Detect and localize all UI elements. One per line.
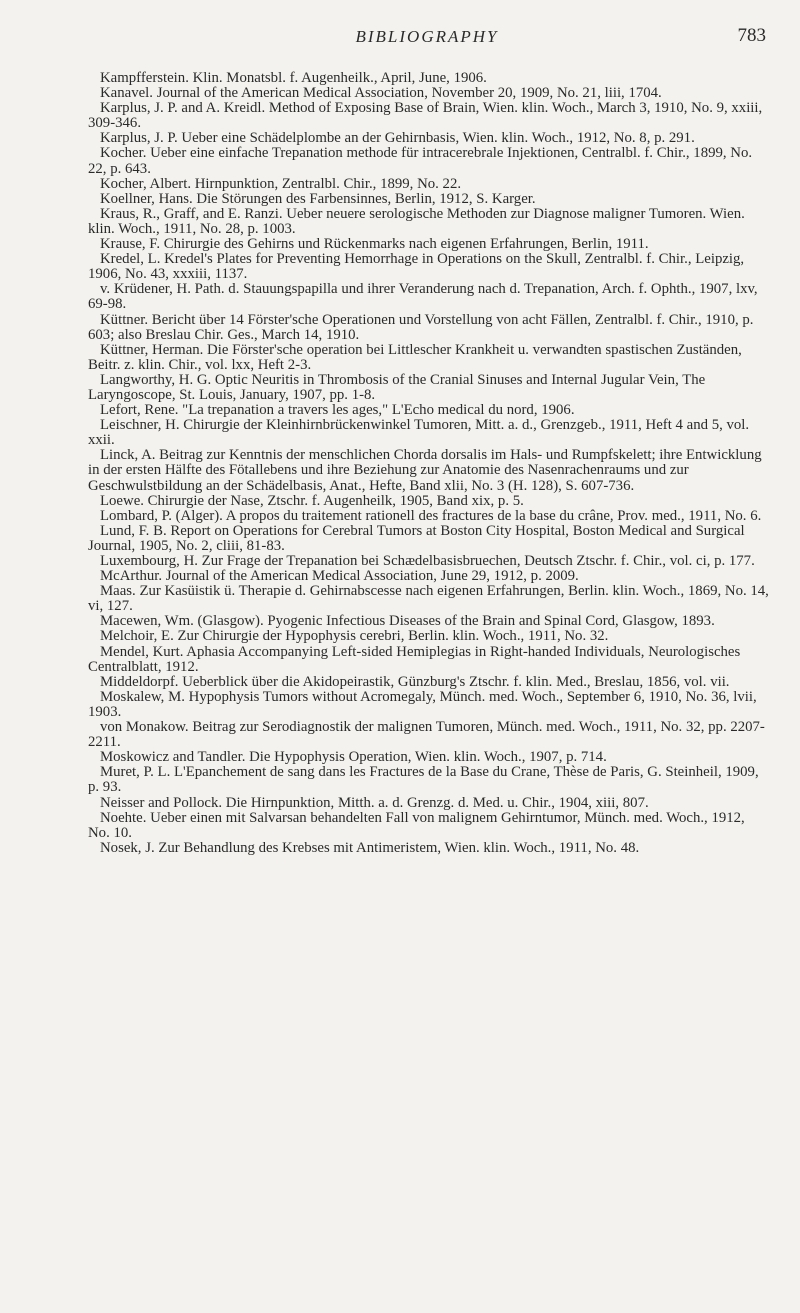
bibliography-entry: Nosek, J. Zur Behandlung des Krebses mit Antimeristem, Wien. klin. Woch., 1911, No. 48. <box>100 839 640 856</box>
bibliography-entry: Melchoir, E. Zur Chirurgie der Hypophysis cerebri, Berlin. klin. Woch., 1911, No. 32. <box>100 628 609 645</box>
bibliography-entry: Kanavel. Journal of the American Medical Association, November 20, 1909, No. 21, liii, 1704. <box>100 85 662 102</box>
bibliography-entry: Loewe. Chirurgie der Nase, Ztschr. f. Augenheilk, 1905, Band xix, p. 5. <box>100 492 524 509</box>
bibliography-entry: Karplus, J. P. and A. Kreidl. Method of Exposing Base of Brain, Wien. klin. Woch., March 3, 1910, No. 9, xxiii, 309-346. <box>88 100 763 132</box>
page-header <box>88 27 766 53</box>
bibliography-entry: Luxembourg, H. Zur Frage der Trepanation bei Schædelbasisbruechen, Deutsch Ztschr. f. Chir., vol. ci, p. 177. <box>100 553 755 569</box>
bibliography-entry: Langworthy, H. G. Optic Neuritis in Thrombosis of the Cranial Sinuses and Internal Jugular Vein, The Laryngoscope, St. Louis, January, 1907, pp. 1-8. <box>88 371 706 403</box>
bibliography-entry: Kredel, L. Kredel's Plates for Preventing Hemorrhage in Operations on the Skull, Zentralbl. f. Chir., Leipzig, 1906, No. 43, xxxiii, 1137. <box>88 251 745 283</box>
bibliography-entry: Middeldorpf. Ueberblick über die Akidopeirastik, Günzburg's Ztschr. f. klin. Med., Breslau, 1856, vol. vii. <box>100 673 730 690</box>
running-head: BIBLIOGRAPHY <box>355 27 499 46</box>
bibliography-entry: Macewen, Wm. (Glasgow). Pyogenic Infectious Diseases of the Brain and Spinal Cord, Glasgow, 1893. <box>100 613 715 630</box>
bibliography-entry: v. Krüdener, H. Path. d. Stauungspapilla und ihrer Veranderung nach d. Trepanation, Arch. f. Ophth., 1907, lxv, 69-98. <box>88 281 758 313</box>
bibliography-entry: Moskalew, M. Hypophysis Tumors without Acromegaly, Münch. med. Woch., September 6, 1910, No. 36, lvii, 1903. <box>88 688 757 720</box>
bibliography-entry: Küttner, Herman. Die Förster'sche operation bei Littlescher Krankheit u. verwandten spastischen Zuständen, Beitr. z. klin. Chir., vol. lxx, Heft 2-3. <box>88 341 742 373</box>
bibliography-entry: Kocher. Ueber eine einfache Trepanation methode für intracerebrale Injektionen, Centralbl. f. Chir., 1899, No. 22, p. 643. <box>88 145 753 177</box>
bibliography-entry: Lefort, Rene. "La trepanation a travers les ages," L'Echo medical du nord, 1906. <box>100 402 575 419</box>
bibliography-entry: Leischner, H. Chirurgie der Kleinhirnbrückenwinkel Tumoren, Mitt. a. d., Grenzgeb., 1911, Heft 4 and 5, vol. xxii. <box>88 417 750 449</box>
bibliography-entry: Neisser and Pollock. Die Hirnpunktion, Mitth. a. d. Grenzg. d. Med. u. Chir., 1904, xiii, 807. <box>100 794 649 811</box>
bibliography-entry: Kampfferstein. Klin. Monatsbl. f. Augenheilk., April, June, 1906. <box>100 70 487 86</box>
bibliography-entry: Linck, A. Beitrag zur Kenntnis der menschlichen Chorda dorsalis im Hals- und Rumpfskelett; ihre Entwicklung in der ersten Hälfte des Fötallebens und ihre Beziehung zur Anatomie des Nasenrachenraums und zur Geschwulstbildung an der Schädelbasis, Anat., Hefte, Band xlii, No. 3 (H. 128), S. 607-736. <box>88 447 762 494</box>
bibliography-entry: Kocher, Albert. Hirnpunktion, Zentralbl. Chir., 1899, No. 22. <box>100 175 462 192</box>
bibliography-entry: Lombard, P. (Alger). A propos du traitement rationell des fractures de la base du crâne, Prov. med., 1911, No. 6. <box>100 507 762 524</box>
bibliography-list <box>88 71 770 856</box>
bibliography-entry: Koellner, Hans. Die Störungen des Farbensinnes, Berlin, 1912, S. Karger. <box>100 190 536 207</box>
bibliography-entry: Krause, F. Chirurgie des Gehirns und Rückenmarks nach eigenen Erfahrungen, Berlin, 1911. <box>100 236 649 253</box>
bibliography-entry: Maas. Zur Kasüistik ü. Therapie d. Gehirnabscesse nach eigenen Erfahrungen, Berlin. klin. Woch., 1869, No. 14, vi, 127. <box>88 583 769 615</box>
bibliography-entry: Küttner. Bericht über 14 Förster'sche Operationen und Vorstellung von acht Fällen, Zentralbl. f. Chir., 1910, p. 603; also Breslau Chir. Ges., March 14, 1910. <box>88 311 754 343</box>
bibliography-entry: Kraus, R., Graff, and E. Ranzi. Ueber neuere serologische Methoden zur Diagnose maligner Tumoren. Wien. klin. Woch., 1911, No. 28, p. 1003. <box>88 205 745 237</box>
page-number: 783 <box>737 25 766 46</box>
bibliography-entry: McArthur. Journal of the American Medical Association, June 29, 1912, p. 2009. <box>100 568 579 585</box>
bibliography-entry: Mendel, Kurt. Aphasia Accompanying Left-sided Hemiplegias in Right-handed Individuals, Neurologisches Centralblatt, 1912. <box>88 643 741 675</box>
bibliography-entry: von Monakow. Beitrag zur Serodiagnostik der malignen Tumoren, Münch. med. Woch., 1911, No. 32, pp. 2207-2211. <box>88 719 765 751</box>
bibliography-entry: Lund, F. B. Report on Operations for Cerebral Tumors at Boston City Hospital, Boston Medical and Surgical Journal, 1905, No. 2, cliii, 81-83. <box>88 522 745 554</box>
bibliography-entry: Muret, P. L. L'Epanchement de sang dans les Fractures de la Base du Crane, Thèse de Paris, G. Steinheil, 1909, p. 93. <box>88 764 759 796</box>
bibliography-entry: Karplus, J. P. Ueber eine Schädelplombe an der Gehirnbasis, Wien. klin. Woch., 1912, No. 8, p. 291. <box>100 130 695 147</box>
bibliography-entry: Moskowicz and Tandler. Die Hypophysis Operation, Wien. klin. Woch., 1907, p. 714. <box>100 749 607 766</box>
bibliography-entry: Noehte. Ueber einen mit Salvarsan behandelten Fall von malignem Gehirntumor, Münch. med. Woch., 1912, No. 10. <box>88 809 745 841</box>
